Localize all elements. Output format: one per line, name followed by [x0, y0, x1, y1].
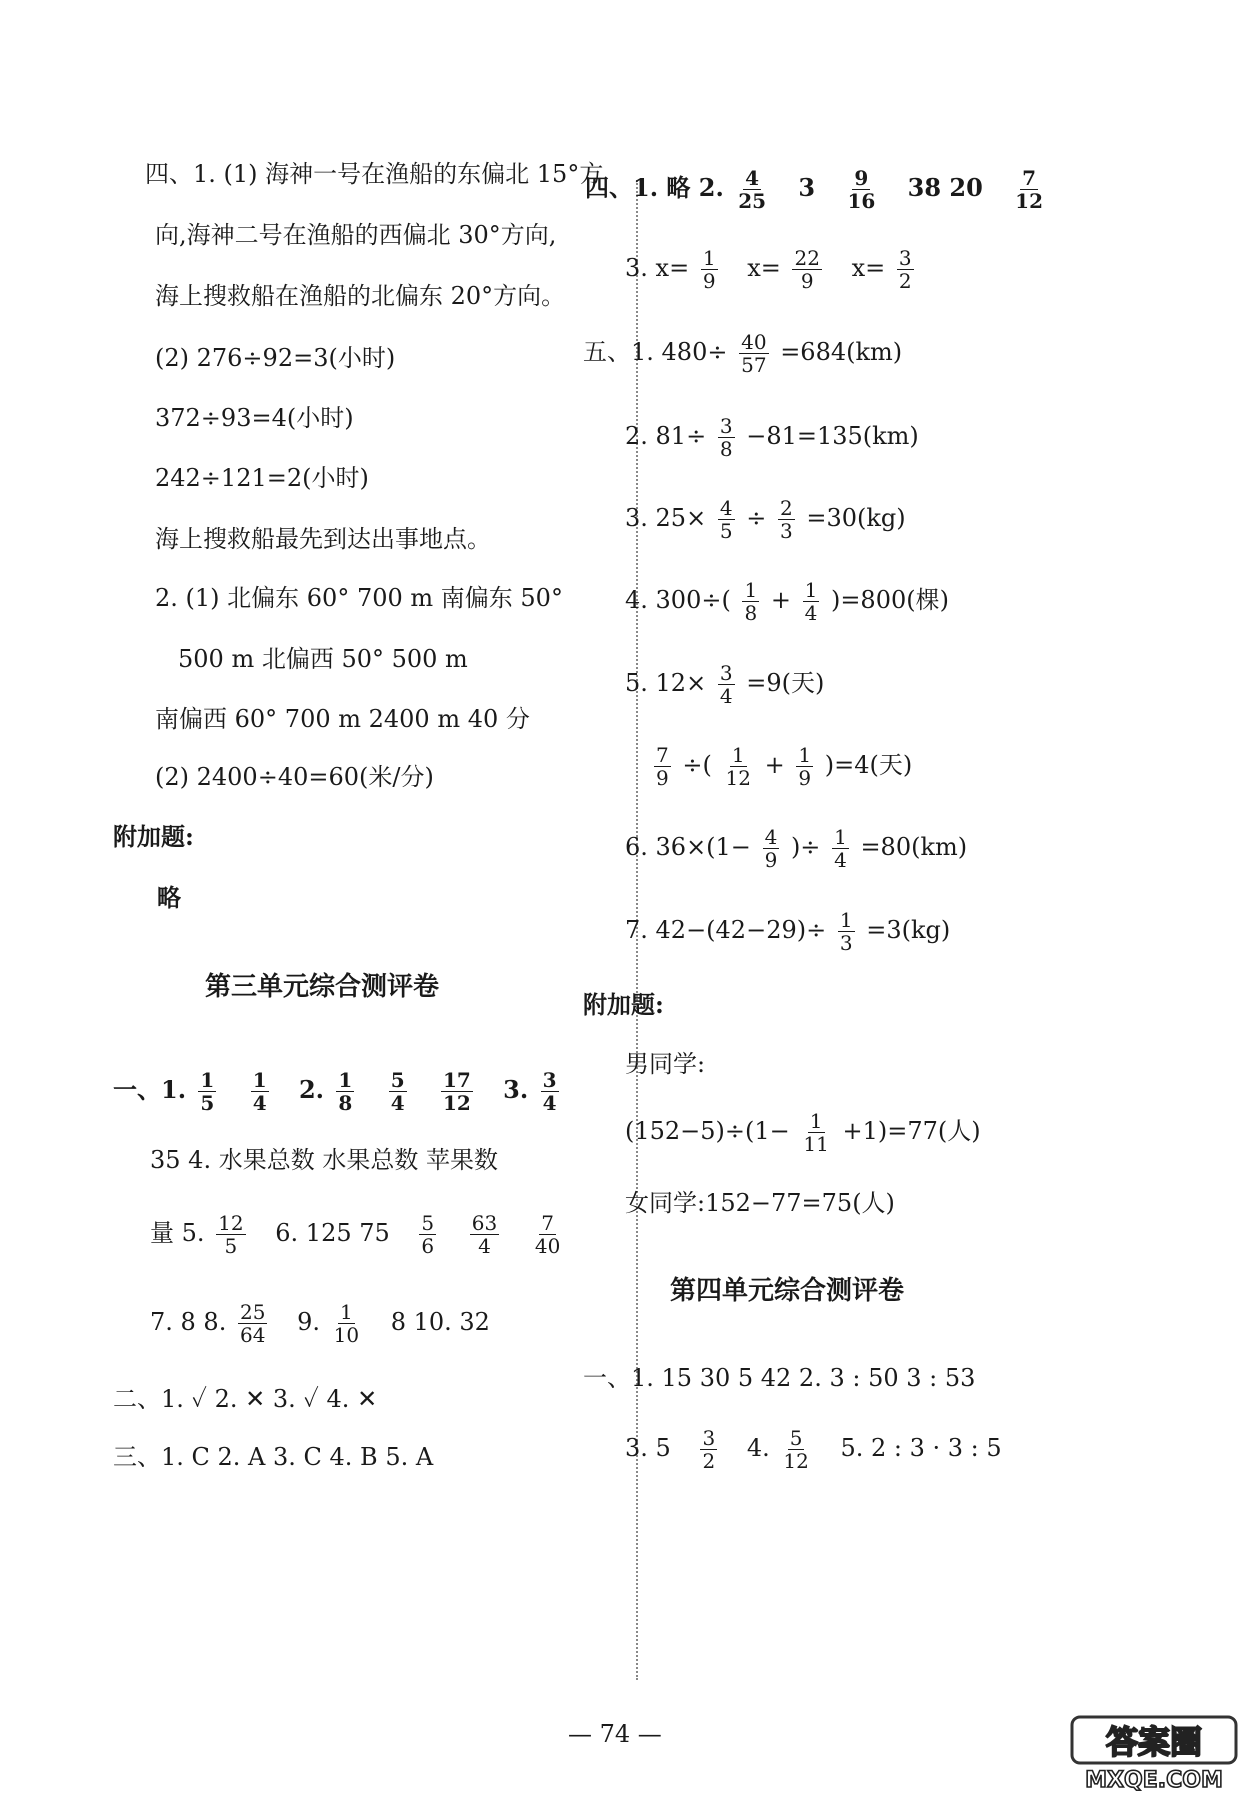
r-row8: $\frac{7}{9}$ ÷( $\frac{1}{12}$ + $\frac{1}{9}$ )=4(天)	[656, 743, 913, 790]
u3-row3: 量 5. $\frac{12}{5}$ 6. 125 75 $\frac{5}{6}$ $\frac{63}{4}$ $\frac{7}{40}$	[150, 1211, 561, 1258]
r-row5: 3. 25× $\frac{4}{5}$ ÷ $\frac{2}{3}$ =30(kg)	[625, 496, 906, 543]
unit3-title: 第三单元综合测评卷	[205, 972, 440, 1002]
s4-q2-line2: 500 m 北偏西 50° 500 m	[178, 645, 468, 673]
r-row2: 3. x= $\frac{1}{9}$ x= $\frac{22}{9}$ x= $\frac{3}{2}$	[625, 246, 912, 293]
r-row1: 四、1. 略 2. $\frac{4}{25}$ 3 $\frac{9}{16}$ 38 20 $\frac{7}{12}$	[585, 166, 1044, 213]
boys-label: 男同学:	[625, 1050, 706, 1078]
u3-section2: 二、1. ✓ 2. ✕ 3. ✓ 4. ✕	[113, 1385, 378, 1413]
u3-row4: 7. 8 8. $\frac{25}{64}$ 9. $\frac{1}{10}$ 8 10. 32	[150, 1300, 490, 1347]
girls-line: 女同学:152−77=75(人)	[625, 1189, 895, 1217]
s4-q1-line1: 四、1. (1) 海神一号在渔船的东偏北 15°方	[145, 160, 604, 188]
unit4-title: 第四单元综合测评卷	[670, 1276, 905, 1306]
extra-answer-left: 略	[157, 883, 181, 912]
watermark-logo	[1070, 1715, 1238, 1793]
r-row6: 4. 300÷( $\frac{1}{8}$ + $\frac{1}{4}$ )=800(棵)	[625, 578, 949, 625]
u4-row2: 3. 5 $\frac{3}{2}$ 4. $\frac{5}{12}$ 5. 2 : 3 · 3 : 5	[625, 1426, 1002, 1473]
watermark-top: 答案圈	[1105, 1723, 1203, 1761]
watermark-bottom: MXQE.COM	[1085, 1768, 1223, 1793]
u3-row1: 一、1. $\frac{1}{5}$ $\frac{1}{4}$ 2. $\frac{1}{8}$ $\frac{5}{4}$ $\frac{17}{12}$ 3. $\frac{3}{4}$	[113, 1068, 557, 1115]
extra-label-right: 附加题:	[583, 990, 664, 1019]
s4-q1-line6: 242÷121=2(小时)	[155, 464, 369, 492]
s4-q2-line3: 南偏西 60° 700 m 2400 m 40 分	[155, 705, 530, 733]
s4-q1-line4: (2) 276÷92=3(小时)	[155, 344, 396, 372]
u3-section3: 三、1. C 2. A 3. C 4. B 5. A	[113, 1443, 434, 1471]
r-row7: 5. 12× $\frac{3}{4}$ =9(天)	[625, 661, 825, 708]
u4-row1: 一、1. 15 30 5 42 2. 3 : 50 3 : 53	[583, 1364, 976, 1392]
s4-q2-line4: (2) 2400÷40=60(米/分)	[155, 763, 434, 791]
r-row3: 五、1. 480÷ $\frac{40}{57}$ =684(km)	[583, 330, 903, 377]
u3-row2: 35 4. 水果总数 水果总数 苹果数	[150, 1146, 498, 1174]
s4-q2-line1: 2. (1) 北偏东 60° 700 m 南偏东 50°	[155, 584, 563, 612]
extra-label-left: 附加题:	[113, 822, 194, 851]
page-number: — 74 —	[568, 1720, 662, 1748]
r-row11: (152−5)÷(1− $\frac{1}{11}$ +1)=77(人)	[625, 1109, 981, 1156]
s4-q1-line3: 海上搜救船在渔船的北偏东 20°方向。	[155, 282, 566, 310]
s4-q1-line2: 向,海神二号在渔船的西偏北 30°方向,	[155, 221, 557, 249]
r-row9: 6. 36×(1− $\frac{4}{9}$ )÷ $\frac{1}{4}$ =80(km)	[625, 825, 968, 872]
s4-q1-line7: 海上搜救船最先到达出事地点。	[155, 525, 491, 553]
r-row4: 2. 81÷ $\frac{3}{8}$ −81=135(km)	[625, 414, 919, 461]
r-row10: 7. 42−(42−29)÷ $\frac{1}{3}$ =3(kg)	[625, 908, 951, 955]
s4-q1-line5: 372÷93=4(小时)	[155, 404, 354, 432]
